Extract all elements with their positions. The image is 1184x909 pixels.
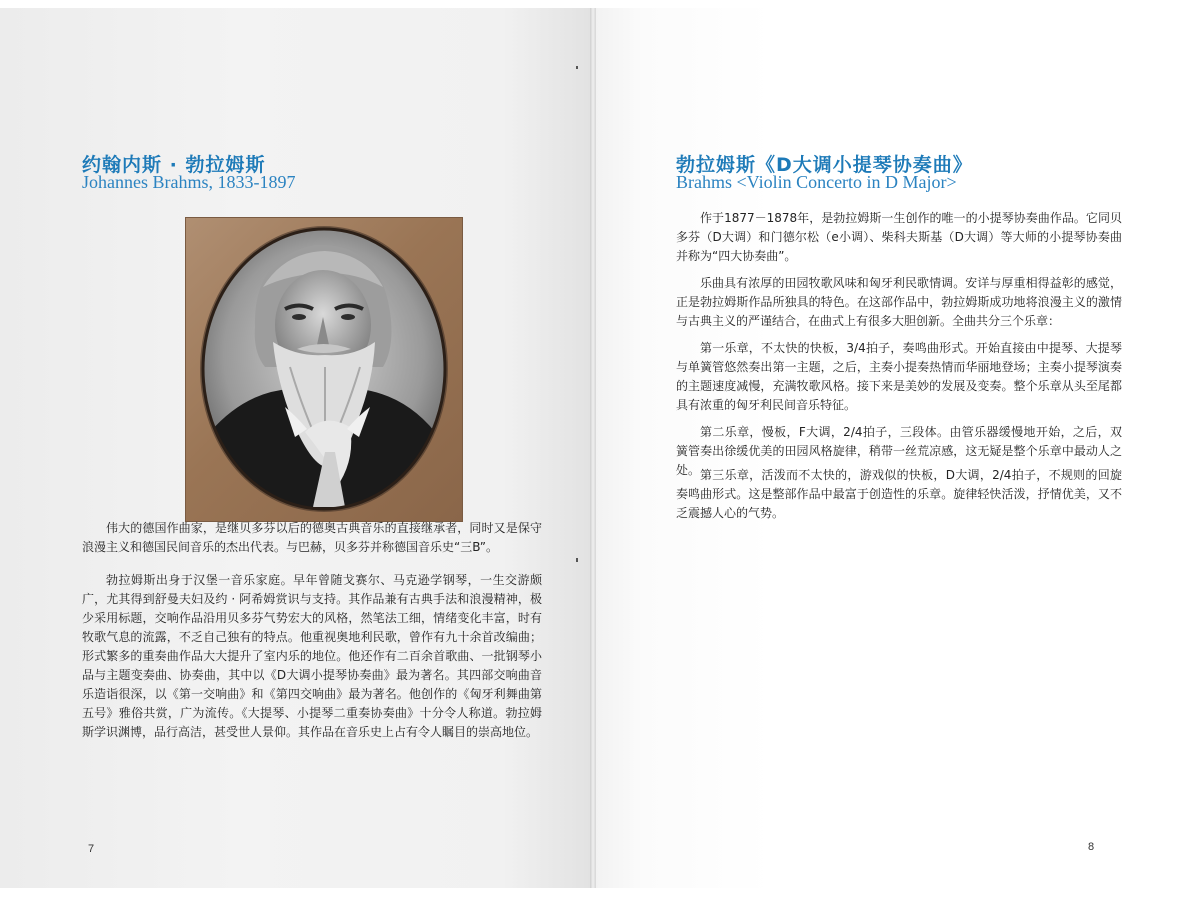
brahms-portrait [185, 217, 463, 522]
work-title-cn: 勃拉姆斯《D大调小提琴协奏曲》 [676, 154, 973, 176]
movement-3-paragraph: 第三乐章，活泼而不太快的，游戏似的快板，D大调，2/4拍子，不规则的回旋奏鸣曲形式。这是整部作品中最富于创造性的乐章。旋律轻快活泼，抒情优美，又不乏震撼人心的气势。 [676, 468, 1122, 520]
composition-intro-paragraph: 作于1877－1878年，是勃拉姆斯一生创作的唯一的小提琴协奏曲作品。它同贝多芬（D大调）和门德尔松（e小调）、柴科夫斯基（D大调）等大师的小提琴协奏曲并称为“四大协奏曲”。 [676, 211, 1122, 263]
scan-mark [576, 66, 578, 69]
scan-mark [576, 558, 578, 562]
intro-paragraph: 伟大的德国作曲家，是继贝多芬以后的德奥古典音乐的直接继承者，同时又是保守浪漫主义和德国民间音乐的杰出代表。与巴赫，贝多芬并称德国音乐史“三B”。 [82, 521, 542, 554]
work-title-en: Brahms <Violin Concerto in D Major> [676, 172, 957, 192]
portrait-frame [185, 217, 463, 522]
book-spine [590, 8, 596, 888]
page-number-right: 8 [1088, 841, 1095, 853]
composer-title-en: Johannes Brahms, 1833-1897 [82, 172, 296, 192]
movement-2-paragraph: 第二乐章，慢板，F大调，2/4拍子，三段体。由管乐器缓慢地开始，之后，双簧管奏出徐缓优美的田园风格旋律，稍带一丝荒凉感，这无疑是整个乐章中最动人之处。 [676, 425, 1122, 477]
page-number-left: 7 [88, 843, 95, 855]
bottom-margin [0, 888, 1184, 909]
style-paragraph: 乐曲具有浓厚的田园牧歌风味和匈牙利民歌情调。安详与厚重相得益彰的感觉，正是勃拉姆斯作品所独具的特色。在这部作品中，勃拉姆斯成功地将浪漫主义的激情与古典主义的严谨结合，在曲式上有很多大胆创新。全曲共分三个乐章： [676, 276, 1122, 328]
composer-title-cn: 约翰内斯 · 勃拉姆斯 [82, 154, 266, 176]
movement-1-paragraph: 第一乐章，不太快的快板，3/4拍子，奏鸣曲形式。开始直接由中提琴、大提琴与单簧管悠然奏出第一主题，之后，主奏小提奏热情而华丽地登场；主奏小提琴演奏的主题速度减慢，充满牧歌风格。接下来是美妙的发展及变奏。整个乐章从头至尾都具有浓重的匈牙利民间音乐特征。 [676, 341, 1122, 412]
biography-paragraph: 勃拉姆斯出身于汉堡一音乐家庭。早年曾随戈赛尔、马克逊学钢琴，一生交游颇广，尤其得到舒曼夫妇及约 · 阿希姆赏识与支持。其作品兼有古典手法和浪漫精神，极少采用标题，交响作品沿用贝多芬气势宏大的风格，然笔法工细，情绪变化丰富，时有牧歌气息的流露，不乏自己独有的特点。他重视奥地利民歌，曾作有九十余首改编曲；形式繁多的重奏曲作品大大提升了室内乐的地位。他还作有二百余首歌曲、一批钢琴小品与主题变奏曲、协奏曲，其中以《D大调小提琴协奏曲》最为著名。其四部交响曲音乐造诣很深，以《第一交响曲》和《第四交响曲》最为著名。他创作的《匈牙利舞曲第五号》雅俗共赏，广为流传。《大提琴、小提琴二重奏协奏曲》十分令人称道。勃拉姆斯学识渊博，品行高洁，甚受世人景仰。其作品在音乐史上占有令人瞩目的崇高地位。 [82, 573, 542, 739]
